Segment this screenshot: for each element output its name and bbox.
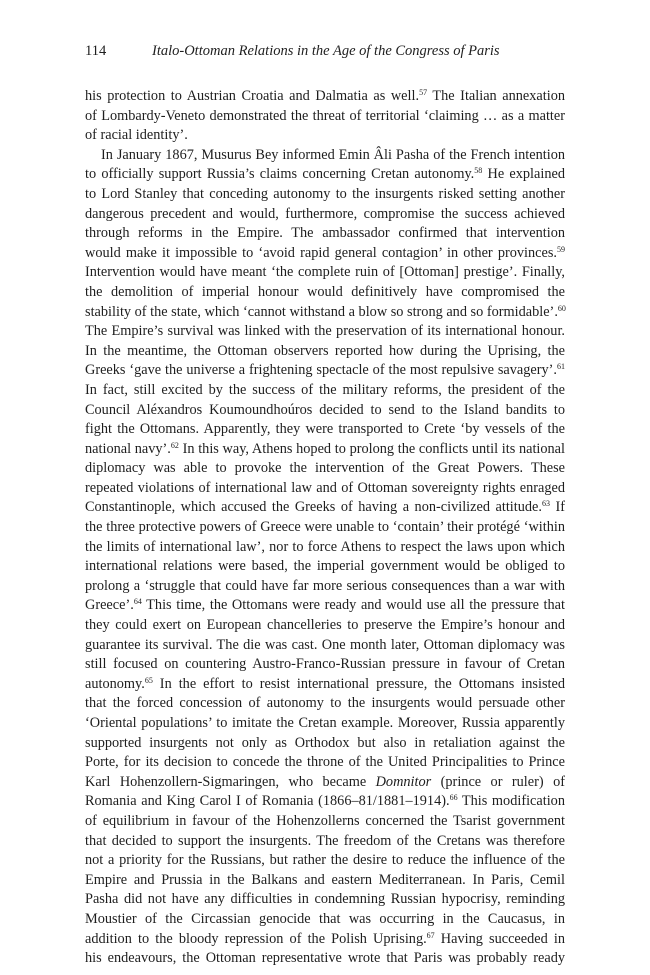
text-line bbox=[85, 949, 565, 969]
text-run: Constantinople, which accused the Greeks of having a non-civilized attitude. bbox=[85, 499, 542, 516]
text-run: his endeavours, the Ottoman representative wrote that Paris was probably ready bbox=[85, 950, 565, 967]
text-run: stability of the state, which ‘cannot withstand a blow so strong and so formidable’. bbox=[85, 303, 558, 320]
text-line bbox=[85, 244, 565, 264]
text-run: national navy’. bbox=[85, 440, 171, 457]
text-run: guarantee its survival. The die was cast. One month later, Ottoman diplomacy was bbox=[85, 636, 565, 653]
text-line bbox=[85, 910, 565, 930]
text-run: This modification bbox=[457, 793, 565, 810]
text-run: autonomy. bbox=[85, 675, 145, 692]
text-line bbox=[85, 459, 565, 479]
text-run: they could exert on European chancelleries to preserve the Empire’s honour and bbox=[85, 617, 565, 634]
footnote-marker: 58 bbox=[474, 166, 483, 176]
text-run: Porte, for its decision to concede the throne of the United Principalities to Prince bbox=[85, 754, 565, 771]
footnote-marker: 57 bbox=[419, 88, 428, 97]
text-run: not a priority for the Russians, but rather the desire to reduce the influence of the bbox=[85, 852, 565, 869]
text-line bbox=[85, 381, 565, 401]
text-line bbox=[85, 185, 565, 205]
text-run: diplomacy was able to provoke the intervention of the Great Powers. These bbox=[85, 460, 565, 477]
text-run: In this way, Athens hoped to prolong the conflicts until its national bbox=[178, 440, 566, 457]
text-line bbox=[85, 616, 565, 636]
text-line bbox=[85, 224, 565, 244]
text-run: that decided to support the insurgents. The freedom of the Cretans was therefore bbox=[85, 832, 565, 849]
text-run: If bbox=[549, 499, 565, 516]
text-line bbox=[85, 361, 565, 381]
text-line bbox=[85, 871, 565, 891]
text-run: of Lombardy-Veneto demonstrated the threat of territorial ‘claiming … as a matter bbox=[85, 107, 565, 124]
text-line bbox=[85, 342, 565, 362]
text-line bbox=[85, 851, 565, 871]
footnote-marker: 59 bbox=[557, 244, 565, 254]
text-run: addition to the bloody repression of the Polish Uprising. bbox=[85, 930, 427, 947]
text-line bbox=[85, 479, 565, 499]
text-run: supported insurgents not only as Orthodox but also in retaliation against the bbox=[85, 734, 565, 751]
footnote-marker: 61 bbox=[557, 362, 565, 372]
footnote-marker: 65 bbox=[144, 675, 153, 685]
text-run: prolong a ‘struggle that could have far more serious consequences than a war with bbox=[85, 577, 565, 594]
text-line bbox=[85, 792, 565, 812]
running-title: Italo-Ottoman Relations in the Age of the Congress of Paris bbox=[152, 43, 500, 59]
text-run: Having succeeded in bbox=[434, 930, 565, 947]
text-line bbox=[85, 401, 565, 421]
text-run: The Empire’s survival was linked with the preservation of its international honour. bbox=[85, 323, 565, 340]
text-line bbox=[85, 930, 565, 950]
text-run: In the meantime, the Ottoman observers reported how during the Uprising, the bbox=[85, 342, 565, 359]
text-line bbox=[85, 126, 565, 146]
footnote-marker: 60 bbox=[557, 303, 566, 313]
text-run: Romania and King Carol I of Romania (1866–81/1881–1914). bbox=[85, 793, 450, 810]
text-line bbox=[85, 773, 565, 793]
text-line bbox=[85, 596, 565, 616]
text-line bbox=[85, 734, 565, 754]
text-run: Council Aléxandros Koumoundhoúros decided to send to the Island bandits to bbox=[85, 401, 565, 418]
text-line bbox=[85, 714, 565, 734]
text-run: The Italian annexation bbox=[427, 88, 566, 104]
footnote-marker: 62 bbox=[170, 440, 179, 450]
italic-term: Domnitor bbox=[375, 773, 432, 790]
text-run: Greeks ‘gave the universe a frightening spectacle of the most repulsive savagery’. bbox=[85, 362, 557, 379]
text-run: international relations were based, the imperial government would be obliged to bbox=[85, 558, 565, 575]
footnote-marker: 67 bbox=[426, 930, 435, 940]
text-run: of racial identity’. bbox=[85, 127, 188, 144]
text-run: (prince or ruler) of bbox=[431, 773, 565, 790]
text-run: that the forced concession of autonomy to the insurgents would persuade other bbox=[85, 695, 565, 712]
text-line bbox=[85, 518, 565, 538]
text-line bbox=[85, 107, 565, 127]
text-run: In the effort to resist international pressure, the Ottomans insisted bbox=[152, 675, 565, 692]
text-run: his protection to Austrian Croatia and Dalmatia as well. bbox=[85, 88, 420, 104]
text-line bbox=[85, 753, 565, 773]
text-line bbox=[85, 420, 565, 440]
text-run: Intervention would have meant ‘the complete ruin of [Ottoman] prestige’. Finally, bbox=[85, 264, 565, 281]
text-line bbox=[85, 165, 565, 185]
text-line bbox=[85, 322, 565, 342]
page-number: 114 bbox=[85, 43, 107, 59]
text-run: the three protective powers of Greece were unable to ‘contain’ their protégé ‘within bbox=[85, 519, 565, 536]
text-run: Pasha did not have any difficulties in condemning Russian hypocrisy, reminding bbox=[85, 891, 565, 908]
text-run: the limits of international law’, nor to force Athens to respect the laws upon which bbox=[85, 538, 565, 555]
text-line bbox=[85, 205, 565, 225]
text-line bbox=[85, 655, 565, 675]
text-line bbox=[85, 283, 565, 303]
text-run: In fact, still excited by the success of the military reforms, the president of the bbox=[85, 381, 565, 398]
text-line bbox=[85, 636, 565, 656]
text-line bbox=[85, 577, 565, 597]
text-run: to officially support Russia’s claims concerning Cretan autonomy. bbox=[85, 166, 475, 183]
text-line bbox=[85, 557, 565, 577]
text-run: This time, the Ottomans were ready and would use all the pressure that bbox=[141, 597, 565, 614]
text-line bbox=[85, 263, 565, 283]
text-line bbox=[85, 440, 565, 460]
text-run: Moustier of the Circassian genocide that was occurring in the Caucasus, in bbox=[85, 910, 565, 927]
text-line bbox=[85, 812, 565, 832]
text-line bbox=[85, 890, 565, 910]
text-run: He explained bbox=[482, 166, 565, 183]
text-line bbox=[85, 87, 565, 107]
footnote-marker: 66 bbox=[449, 793, 458, 803]
text-line bbox=[85, 498, 565, 518]
text-run: to Lord Stanley that conceding autonomy to the insurgents risked setting another bbox=[85, 185, 565, 202]
text-run: dangerous precedent and would, furthermore, compromise the success achieved bbox=[85, 205, 565, 222]
body-text bbox=[85, 87, 565, 969]
footnote-marker: 64 bbox=[133, 597, 142, 607]
text-line bbox=[85, 675, 565, 695]
text-line bbox=[85, 146, 565, 166]
text-run: ‘Oriental populations’ to imitate the Cretan example. Moreover, Russia apparently bbox=[85, 715, 565, 731]
text-run: Greece’. bbox=[85, 597, 134, 614]
page-header bbox=[85, 43, 565, 65]
text-run: would make it impossible to ‘avoid rapid general contagion’ in other provinces. bbox=[85, 244, 557, 261]
text-run: In January 1867, Musurus Bey informed Emin Âli Pasha of the French intention bbox=[101, 146, 565, 163]
text-run: repeated violations of international law and of Ottoman sovereignty rights enraged bbox=[85, 479, 565, 496]
text-run: Empire and Prussia in the Balkans and eastern Mediterranean. In Paris, Cemil bbox=[85, 871, 565, 888]
text-run: Karl Hohenzollern-Sigmaringen, who became bbox=[85, 773, 376, 790]
text-run: fight the Ottomans. Apparently, they were transported to Crete ‘by vessels of the bbox=[85, 421, 565, 438]
text-run: of equilibrium in favour of the Hohenzollerns concerned the Tsarist government bbox=[85, 812, 565, 829]
text-run: still focused on countering Austro-Franco-Russian pressure in favour of Cretan bbox=[85, 656, 565, 673]
text-line bbox=[85, 538, 565, 558]
text-line bbox=[85, 303, 565, 323]
footnote-marker: 63 bbox=[541, 499, 550, 509]
text-line bbox=[85, 694, 565, 714]
text-run: through reforms in the Empire. The ambassador confirmed that intervention bbox=[85, 225, 565, 242]
text-run: the demolition of imperial honour would definitively have compromised the bbox=[85, 283, 565, 300]
text-line bbox=[85, 832, 565, 852]
